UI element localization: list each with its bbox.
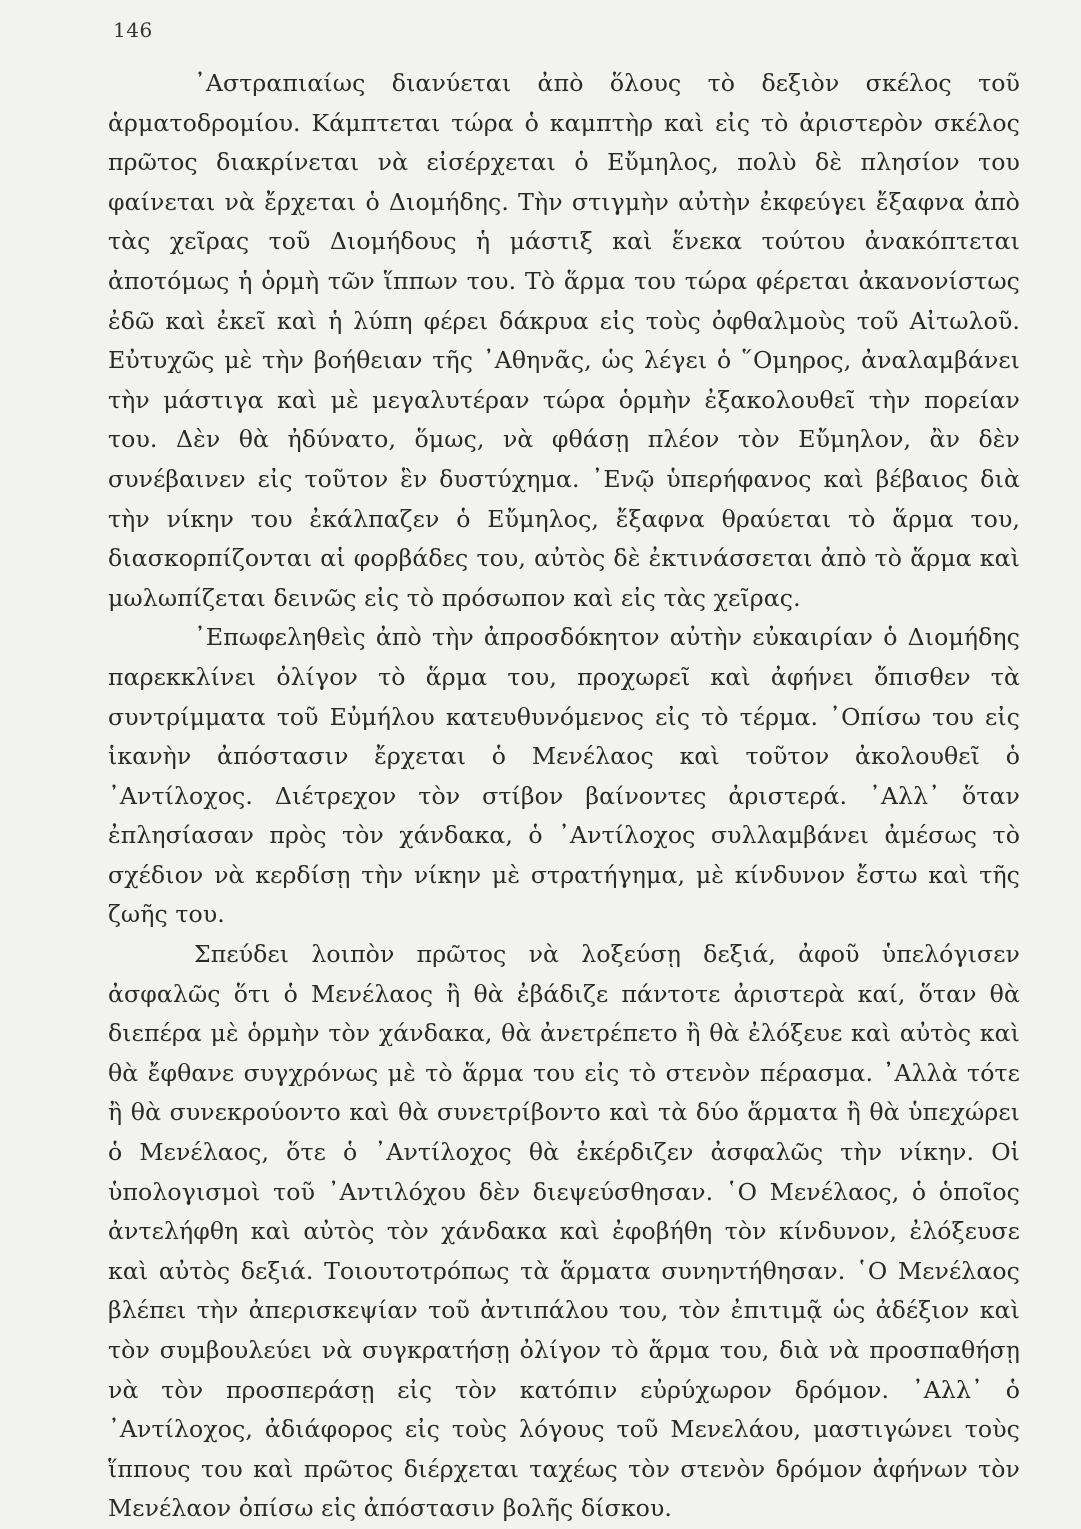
paragraph-2: ᾿Επωφεληθεὶς ἀπὸ τὴν ἀπροσδόκητον αὐτὴν εὐκαιρίαν ὁ Διομήδης παρεκκλίνει ὀλίγον τὸ ἅρμα του, προχωρεῖ καὶ ἀφήνει ὄπισθεν τὰ συντρίμματα τοῦ Εὐμήλου κατευθυνόμενος εἰς τὸ τέρμα. ᾿Οπίσω του εἰς ἱκανὴν ἀπόστασιν ἔρχεται ὁ Μενέλαος καὶ τοῦτον ἀκολουθεῖ ὁ ᾿Αντίλοχος. Διέτρεχον τὸν στίβον βαίνοντες ἀριστερά. ᾿Αλλ᾿ ὅταν ἐπλησίασαν πρὸς τὸν χάνδακα, ὁ ᾿Αντίλοχος συλλαμβάνει ἀμέσως τὸ σχέδιον νὰ κερδίσῃ τὴν νίκην μὲ στρατήγημα, μὲ κίνδυνον ἔστω καὶ τῆς ζωῆς του.: [108, 623, 1020, 929]
paragraph-1: ᾿Αστραπιαίως διανύεται ἀπὸ ὅλους τὸ δεξιὸν σκέλος τοῦ ἁρματοδρομίου. Κάμπτεται τώρα ὁ καμπτὴρ καὶ εἰς τὸ ἀριστερὸν σκέλος πρῶτος διακρίνεται νὰ εἰσέρχεται ὁ Εὔμηλος, πολὺ δὲ πλησίον του φαίνεται νὰ ἔρχεται ὁ Διομήδης. Τὴν στιγμὴν αὐτὴν ἐκφεύγει ἔξαφνα ἀπὸ τὰς χεῖρας τοῦ Διομήδους ἡ μάστιξ καὶ ἕνεκα τούτου ἀνακόπτεται ἀποτόμως ἡ ὁρμὴ τῶν ἵππων του. Τὸ ἅρμα του τώρα φέρεται ἀκανονίστως ἐδῶ καὶ ἐκεῖ καὶ ἡ λύπη φέρει δάκρυα εἰς τοὺς ὀφθαλμοὺς τοῦ Αἰτωλοῦ. Εὐτυχῶς μὲ τὴν βοήθειαν τῆς ᾿Αθηνᾶς, ὡς λέγει ὁ ῞Ομηρος, ἀναλαμβάνει τὴν μάστιγα καὶ μὲ μεγαλυτέραν τώρα ὁρμὴν ἐξακολουθεῖ τὴν πορείαν του. Δὲν θὰ ἠδύνατο, ὅμως, νὰ φθάσῃ πλέον τὸν Εὔμηλον, ἂν δὲν συνέβαινεν εἰς τοῦτον ἓν δυστύχημα. ᾿Ενῷ ὑπερήφανος καὶ βέβαιος διὰ τὴν νίκην του ἐκάλπαζεν ὁ Εὔμηλος, ἔξαφνα θραύεται τὸ ἅρμα του, διασκορπίζονται αἱ φορβάδες του, αὐτὸς δὲ ἐκτινάσσεται ἀπὸ τὸ ἅρμα καὶ μωλωπίζεται δεινῶς εἰς τὸ πρόσωπον καὶ εἰς τὰς χεῖρας.: [108, 69, 1020, 612]
page-number: 146: [113, 18, 153, 42]
paragraph-3: Σπεύδει λοιπὸν πρῶτος νὰ λοξεύσῃ δεξιά, ἀφοῦ ὑπελόγισεν ἀσφαλῶς ὅτι ὁ Μενέλαος ἢ θὰ ἐβάδιζε πάντοτε ἀριστερὰ καί, ὅταν θὰ διεπέρα μὲ ὁρμὴν τὸν χάνδακα, θὰ ἀνετρέπετο ἢ θὰ ἐλόξευε καὶ αὐτὸς καὶ θὰ ἔφθανε συγχρόνως μὲ τὸ ἅρμα του εἰς τὸ στενὸν πέρασμα. ᾿Αλλὰ τότε ἢ θὰ συνεκρούοντο καὶ θὰ συνετρίβοντο καὶ τὰ δύο ἅρματα ἢ θὰ ὑπεχώρει ὁ Μενέλαος, ὅτε ὁ ᾿Αντίλοχος θὰ ἐκέρδιζεν ἀσφαλῶς τὴν νίκην. Οἱ ὑπολογισμοὶ τοῦ ᾿Αντιλόχου δὲν διεψεύσθησαν. ῾Ο Μενέλαος, ὁ ὁποῖος ἀντελήφθη καὶ αὐτὸς τὸν χάνδακα καὶ ἐφοβήθη τὸν κίνδυνον, ἐλόξευσε καὶ αὐτὸς δεξιά. Τοιουτοτρόπως τὰ ἅρματα συνηντήθησαν. ῾Ο Μενέλαος βλέπει τὴν ἀπερισκεψίαν τοῦ ἀντιπάλου του, τὸν ἐπιτιμᾷ ὡς ἀδέξιον καὶ τὸν συμβουλεύει νὰ συγκρατήσῃ ὀλίγον τὸ ἅρμα του, διὰ νὰ προσπαθήσῃ νὰ τὸν προσπεράσῃ εἰς τὸν κατόπιν εὐρύχωρον δρόμον. ᾿Αλλ᾿ ὁ ᾿Αντίλοχος, ἀδιάφορος εἰς τοὺς λόγους τοῦ Μενελάου, μαστιγώνει τοὺς ἵππους του καὶ πρῶτος διέρχεται ταχέως τὸν στενὸν δρόμον ἀφήνων τὸν Μενέλαον ὀπίσω εἰς ἀπόστασιν βολῆς δίσκου.: [108, 940, 1020, 1523]
page-body: [108, 64, 1020, 1529]
